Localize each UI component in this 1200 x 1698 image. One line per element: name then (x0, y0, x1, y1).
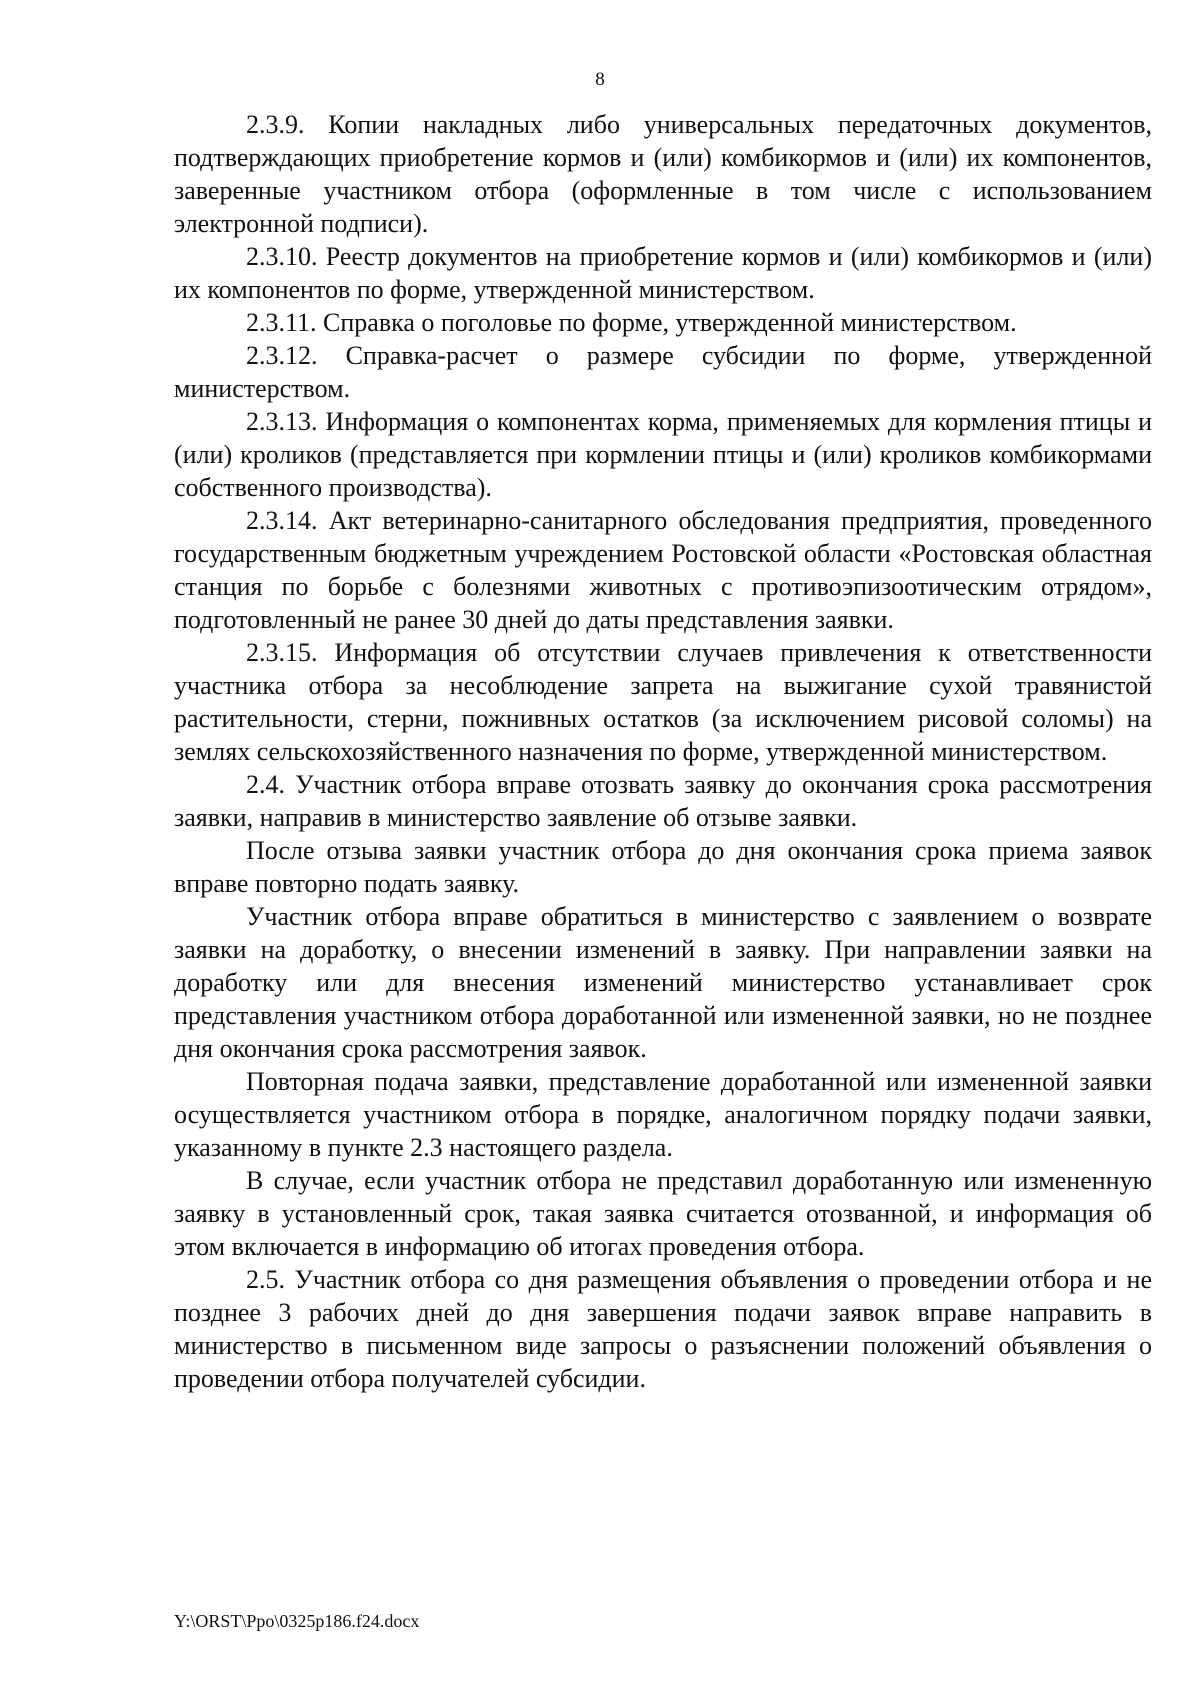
document-body (174, 108, 1152, 1395)
paragraph-resubmission: Повторная подача заявки, представление доработанной или измененной заявки осуществляется участником отбора в порядке, аналогичном порядку подачи заявки, указанному в пункте 2.3 настоящего раздела. (174, 1067, 1152, 1162)
paragraph-return-for-revision: Участник отбора вправе обратиться в министерство с заявлением о возврате заявки на доработку, о внесении изменений в заявку. При направлении заявки на доработку или для внесения изменений министерство устанавливает срок представления участником отбора доработанной или измененной заявки, но не позднее дня окончания срока рассмотрения заявок. (174, 902, 1152, 1063)
paragraph-withdrawal: После отзыва заявки участник отбора до дня окончания срока приема заявок вправе повторно подать заявку. (174, 836, 1152, 898)
paragraph-2-3-10: 2.3.10. Реестр документов на приобретение кормов и (или) комбикормов и (или) их компонентов по форме, утвержденной министерством. (174, 242, 1152, 304)
paragraph-2-3-14: 2.3.14. Акт ветеринарно-санитарного обследования предприятия, проведенного государственным бюджетным учреждением Ростовской области «Ростовская областная станция по борьбе с болезнями животных с противоэпизоотическим отрядом», подготовленный не ранее 30 дней до даты представления заявки. (174, 506, 1152, 634)
paragraph-2-3-9: 2.3.9. Копии накладных либо универсальных передаточных документов, подтверждающих приобретение кормов и (или) комбикормов и (или) их компонентов, заверенные участником отбора (оформленные в том числе с использованием электронной подписи). (174, 110, 1152, 238)
paragraph-2-4: 2.4. Участник отбора вправе отозвать заявку до окончания срока рассмотрения заявки, направив в министерство заявление об отзыве заявки. (174, 770, 1152, 832)
paragraph-2-3-13: 2.3.13. Информация о компонентах корма, применяемых для кормления птицы и (или) кроликов (представляется при кормлении птицы и (или) кроликов комбикормами собственного производства). (174, 407, 1152, 502)
paragraph-2-3-11: 2.3.11. Справка о поголовье по форме, утвержденной министерством. (246, 308, 1017, 337)
paragraph-2-3-12: 2.3.12. Справка-расчет о размере субсидии по форме, утвержденной министерством. (174, 341, 1152, 403)
paragraph-2-3-15: 2.3.15. Информация об отсутствии случаев привлечения к ответственности участника отбора за несоблюдение запрета на выжигание сухой травянистой растительности, стерни, пожнивных остатков (за исключением рисовой соломы) на землях сельскохозяйственного назначения по форме, утвержденной министерством. (174, 638, 1152, 766)
footer-file-path: Y:\ORST\Ppo\0325p186.f24.docx (174, 1611, 420, 1631)
page-number: 8 (595, 69, 605, 90)
paragraph-2-5: 2.5. Участник отбора со дня размещения объявления о проведении отбора и не позднее 3 рабочих дней до дня завершения подачи заявок вправе направить в министерство в письменном виде запросы о разъяснении положений объявления о проведении отбора получателей субсидии. (174, 1265, 1152, 1393)
paragraph-not-submitted: В случае, если участник отбора не представил доработанную или измененную заявку в установленный срок, такая заявка считается отозванной, и информация об этом включается в информацию об итогах проведения отбора. (174, 1166, 1152, 1261)
